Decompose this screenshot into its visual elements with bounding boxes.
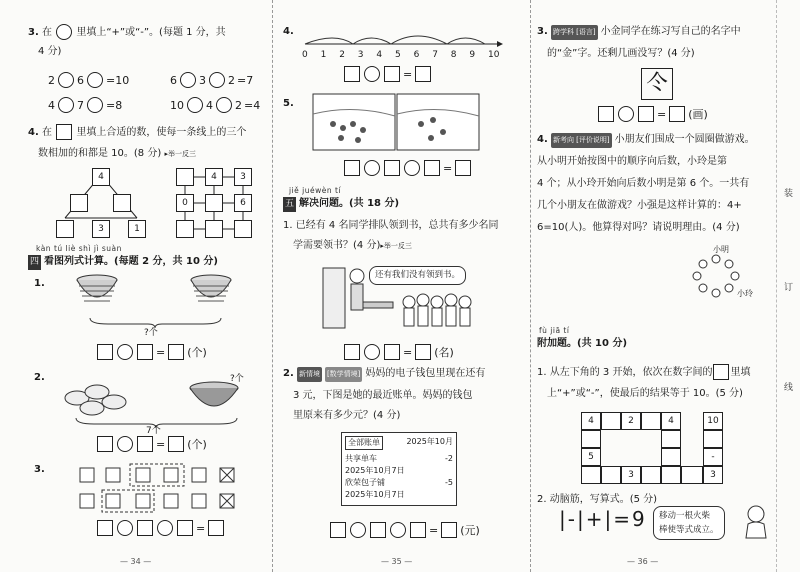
p2-number: 2. bbox=[34, 372, 45, 383]
s2-text-b: 3 元，下图是她的最近账单。妈妈的钱包 bbox=[293, 390, 473, 401]
blank-circle[interactable] bbox=[180, 72, 196, 88]
blank-square[interactable] bbox=[370, 522, 386, 538]
p2-equation: = (个) bbox=[96, 436, 207, 452]
blank-circle[interactable] bbox=[618, 106, 634, 122]
s2-equation: = (元) bbox=[329, 522, 480, 538]
e1-text-b: 里填 bbox=[730, 367, 751, 378]
path-cell: 5 bbox=[581, 448, 601, 466]
grid-cell: 3 bbox=[234, 168, 252, 186]
blank-square[interactable] bbox=[177, 520, 193, 536]
blank-square[interactable] bbox=[384, 344, 400, 360]
topic-tag: [数学情境] bbox=[325, 367, 362, 382]
page-36 bbox=[530, 0, 777, 572]
blank-circle[interactable] bbox=[350, 522, 366, 538]
unit: (元) bbox=[460, 524, 480, 537]
bill-date: 2025年10月7日 bbox=[345, 466, 405, 475]
blank-square[interactable] bbox=[415, 344, 431, 360]
q3-line1 bbox=[537, 24, 741, 40]
children-circle-picture bbox=[691, 254, 741, 298]
num: =4 bbox=[244, 98, 261, 112]
bill-date: 2025年10月7日 bbox=[345, 490, 405, 499]
s2-text-c: 里原来有多少元？(4 分) bbox=[293, 410, 401, 421]
binding-char: 订 bbox=[784, 283, 794, 293]
blank-circle[interactable] bbox=[364, 160, 380, 176]
bill-row bbox=[345, 453, 453, 465]
q4-text-b: 从小明开始按图中的顺序向后数，小玲是第 bbox=[537, 156, 727, 167]
path-cell[interactable] bbox=[641, 412, 661, 430]
grid-cell: 4 bbox=[205, 168, 223, 186]
bill-amount: -2 bbox=[445, 454, 453, 463]
bowls-stack-icon bbox=[186, 274, 236, 318]
sec4-pinyin: kàn tú liè shì jì suàn bbox=[36, 244, 122, 253]
blank-circle[interactable] bbox=[58, 72, 74, 88]
s2-text-a: 妈妈的电子钱包里现在还有 bbox=[365, 368, 486, 379]
q4-line1 bbox=[537, 132, 755, 148]
path-cell[interactable] bbox=[661, 430, 681, 448]
blank-square[interactable] bbox=[330, 522, 346, 538]
q4-number: 4. bbox=[537, 134, 548, 145]
p3-equation: = bbox=[96, 520, 225, 536]
blank-circle[interactable] bbox=[117, 344, 133, 360]
grid-cell[interactable] bbox=[205, 220, 223, 238]
path-cell[interactable] bbox=[703, 430, 723, 448]
num: 6 bbox=[170, 73, 177, 87]
path-cell[interactable] bbox=[601, 466, 621, 484]
num: =7 bbox=[237, 73, 254, 87]
num: 4 bbox=[48, 98, 55, 112]
tick-label: 3 bbox=[357, 50, 364, 60]
blank-circle[interactable] bbox=[117, 520, 133, 536]
q3-eq-1 bbox=[48, 72, 129, 88]
tick-label: 2 bbox=[339, 50, 345, 60]
blank-square[interactable] bbox=[344, 344, 360, 360]
blank-circle[interactable] bbox=[58, 97, 74, 113]
q3-text-a: 小金同学在练习写自己的名字中 bbox=[600, 26, 741, 37]
q4-text-e: 6=10(人)。他算得对吗？请说明理由。(4 分) bbox=[537, 222, 740, 233]
tri-right-mid[interactable] bbox=[113, 194, 131, 212]
blank-square[interactable] bbox=[415, 66, 431, 82]
e1-text-a: 1. 从左下角的 3 开始，依次在数字间的 bbox=[537, 367, 713, 378]
e2-text: 2. 动脑筋，写算式。(5 分) bbox=[537, 494, 658, 505]
tick-label: 5 bbox=[395, 50, 401, 60]
bill-month: 2025年10月 bbox=[406, 437, 453, 446]
q4-line2 bbox=[38, 146, 196, 162]
q4-number: 4. bbox=[28, 127, 39, 138]
blank-square[interactable] bbox=[208, 520, 224, 536]
blank-square[interactable] bbox=[97, 436, 113, 452]
q3-number: 3. bbox=[28, 27, 39, 38]
tick-label: 1 bbox=[320, 50, 327, 60]
num: 10 bbox=[170, 98, 184, 112]
path-cell[interactable] bbox=[581, 430, 601, 448]
num: 6 bbox=[77, 73, 84, 87]
q5-number: 5. bbox=[283, 98, 294, 109]
new-context-tag: 新情境 bbox=[297, 367, 322, 382]
matchstick-equation: |-|+|=9 bbox=[559, 507, 647, 531]
section-icon: 五 bbox=[283, 197, 296, 212]
num: 2 bbox=[235, 98, 242, 112]
path-cell: 3 bbox=[621, 466, 641, 484]
tick-label: 4 bbox=[376, 50, 383, 60]
q3-eq-4 bbox=[170, 97, 260, 113]
sec5-header bbox=[283, 196, 399, 212]
q4-equation: = bbox=[343, 66, 432, 82]
unit: (个) bbox=[187, 346, 207, 359]
q4-text-a: 小朋友们围成一个圆圈做游戏。 bbox=[614, 134, 755, 145]
number-line bbox=[297, 30, 507, 58]
q3-line1 bbox=[28, 24, 226, 40]
path-cell: 4 bbox=[581, 412, 601, 430]
s1-text-b: 学需要领书？(4 分) bbox=[293, 240, 381, 251]
blank-square[interactable] bbox=[638, 106, 654, 122]
blank-circle[interactable] bbox=[187, 97, 203, 113]
bill-panel bbox=[341, 432, 457, 506]
tri-bottom-right: 1 bbox=[128, 220, 146, 238]
p2-question-label: ?个 bbox=[230, 374, 244, 384]
blank-square[interactable] bbox=[344, 66, 360, 82]
blank-circle[interactable] bbox=[364, 66, 380, 82]
p1-question-label: ?个 bbox=[144, 328, 158, 338]
extra-pinyin: fù jiā tí bbox=[539, 326, 570, 335]
tick-label: 9 bbox=[469, 50, 476, 60]
blank-square[interactable] bbox=[713, 364, 729, 380]
topic-tag: 跨学科 [语言] bbox=[551, 25, 598, 40]
bill-item: 欣荣包子铺 bbox=[345, 478, 385, 487]
path-cell: 4 bbox=[661, 412, 681, 430]
p2-total-label: 7个 bbox=[146, 426, 161, 436]
tick-label: 8 bbox=[450, 50, 457, 60]
path-cell[interactable] bbox=[601, 412, 621, 430]
blank-square[interactable] bbox=[168, 344, 184, 360]
sec4-title: 看图列式计算。(每题 2 分，共 10 分) bbox=[44, 256, 218, 267]
grid-cell: 6 bbox=[234, 194, 252, 212]
q3-equation: = (画) bbox=[597, 106, 708, 122]
num: 3 bbox=[199, 73, 206, 87]
tri-bottom-left[interactable] bbox=[56, 220, 74, 238]
grid-cell[interactable] bbox=[205, 194, 223, 212]
practice-tag: ▸举一反三 bbox=[380, 242, 412, 250]
blank-square[interactable] bbox=[384, 66, 400, 82]
q4-text-a: 在 bbox=[41, 127, 52, 138]
blank-circle[interactable] bbox=[117, 436, 133, 452]
tick-label: 10 bbox=[488, 50, 500, 60]
e1-text-c: 上“+”或“-”，使最后的结果等于 10。(5 分) bbox=[547, 388, 743, 399]
label-xiaoming: 小明 bbox=[713, 245, 729, 254]
path-cell[interactable] bbox=[581, 466, 601, 484]
grid-cell[interactable] bbox=[176, 220, 194, 238]
bowls-stack-icon bbox=[72, 274, 122, 318]
num: =8 bbox=[106, 98, 123, 112]
sec4-header bbox=[28, 254, 218, 270]
num: =10 bbox=[106, 73, 130, 87]
tri-left-mid[interactable] bbox=[70, 194, 88, 212]
blank-square[interactable] bbox=[137, 436, 153, 452]
sec5-title: 解决问题。(共 18 分) bbox=[299, 198, 400, 209]
q4-line1 bbox=[28, 124, 246, 140]
tick-label: 7 bbox=[432, 50, 438, 60]
blank-circle[interactable] bbox=[209, 72, 225, 88]
q4-text-b: 里填上合适的数，使每一条线上的三个 bbox=[76, 127, 247, 138]
blank-square[interactable] bbox=[97, 344, 113, 360]
q3-score: 4 分) bbox=[38, 46, 62, 57]
num: 7 bbox=[77, 98, 84, 112]
num: 2 bbox=[228, 73, 235, 87]
tri-bottom-mid: 3 bbox=[92, 220, 110, 238]
blank-square[interactable] bbox=[137, 520, 153, 536]
q5-equation: = bbox=[343, 160, 472, 176]
blank-circle[interactable] bbox=[87, 72, 103, 88]
s1-text-a: 1. 已经有 4 名同学排队领到书，总共有多少名同 bbox=[283, 220, 499, 231]
blank-square[interactable] bbox=[344, 160, 360, 176]
tick-label: 6 bbox=[413, 50, 420, 60]
unit: (画) bbox=[688, 108, 708, 121]
blank-circle[interactable] bbox=[56, 24, 72, 40]
bill-item: 共享单车 bbox=[345, 454, 377, 463]
binding-char: 线 bbox=[784, 383, 794, 393]
page-35 bbox=[272, 0, 527, 572]
q4-text-c: 4 个；从小玲开始向后数小明是第 6 个。一共有 bbox=[537, 178, 750, 189]
q4-text-d: 几个小朋友在做游戏？小强是这样计算的：4+ bbox=[537, 200, 742, 211]
binding-margin bbox=[776, 0, 800, 572]
blank-square[interactable] bbox=[598, 106, 614, 122]
num: 4 bbox=[206, 98, 213, 112]
blank-square[interactable] bbox=[97, 520, 113, 536]
path-cell[interactable] bbox=[641, 466, 661, 484]
path-cell: 10 bbox=[703, 412, 723, 430]
s1-line2 bbox=[293, 238, 412, 254]
path-cell: 3 bbox=[703, 466, 723, 484]
q4-text-c: 数相加的和都是 10。(8 分) bbox=[38, 148, 162, 159]
blank-square[interactable] bbox=[455, 160, 471, 176]
tri-top: 4 bbox=[92, 168, 110, 186]
grid-cell: 0 bbox=[176, 194, 194, 212]
q3-number: 3. bbox=[537, 26, 548, 37]
page-number: — 34 — bbox=[120, 557, 152, 566]
path-cell[interactable] bbox=[661, 448, 681, 466]
s1-equation: = (名) bbox=[343, 344, 454, 360]
label-xiaoling: 小玲 bbox=[737, 289, 753, 298]
blank-square[interactable] bbox=[168, 436, 184, 452]
cubes-diagram bbox=[80, 466, 240, 514]
grid-cell[interactable] bbox=[176, 168, 194, 186]
q3-text-a: 在 bbox=[41, 27, 52, 38]
s2-number: 2. bbox=[283, 368, 294, 379]
hint-bubble bbox=[653, 506, 725, 540]
binding-char: 装 bbox=[784, 189, 794, 199]
q3-eq-3 bbox=[48, 97, 122, 113]
blank-square[interactable] bbox=[384, 160, 400, 176]
q3-text-b: 的“金”字。还剩几画没写？(4 分) bbox=[547, 48, 695, 59]
section-icon: 四 bbox=[28, 255, 41, 270]
bill-row bbox=[345, 477, 453, 489]
e1-line1 bbox=[537, 364, 750, 380]
page-number: — 35 — bbox=[381, 557, 413, 566]
blank-square[interactable] bbox=[56, 124, 72, 140]
blank-square[interactable] bbox=[669, 106, 685, 122]
blank-square[interactable] bbox=[137, 344, 153, 360]
speech-bubble: 还有我们没有领到书。 bbox=[369, 266, 466, 285]
tick-label: 0 bbox=[302, 50, 308, 60]
page-34 bbox=[0, 0, 268, 572]
q3-eq-2 bbox=[170, 72, 253, 88]
q4-number: 4. bbox=[283, 26, 294, 37]
extra-title: 附加题。(共 10 分) bbox=[537, 338, 628, 349]
blank-circle[interactable] bbox=[87, 97, 103, 113]
blank-circle[interactable] bbox=[216, 97, 232, 113]
practice-tag: ▸举一反三 bbox=[164, 150, 196, 158]
hint-line: 移动一根火柴 bbox=[659, 511, 711, 521]
ducks-picture bbox=[313, 94, 481, 152]
blank-square[interactable] bbox=[441, 522, 457, 538]
num: 2 bbox=[48, 73, 55, 87]
blank-circle[interactable] bbox=[364, 344, 380, 360]
p1-number: 1. bbox=[34, 278, 45, 289]
grid-cell[interactable] bbox=[234, 220, 252, 238]
girl-avatar-icon bbox=[743, 504, 769, 540]
bill-header bbox=[345, 436, 453, 450]
hint-line: 棒使等式成立。 bbox=[659, 525, 719, 535]
bill-amount: -5 bbox=[445, 478, 453, 487]
bill-dropdown[interactable]: 全部账单 bbox=[345, 436, 383, 450]
path-cell: 2 bbox=[621, 412, 641, 430]
blank-circle[interactable] bbox=[157, 520, 173, 536]
blank-circle[interactable] bbox=[390, 522, 406, 538]
unit: (名) bbox=[434, 346, 454, 359]
sec5-pinyin: jiě juéwèn tí bbox=[289, 186, 342, 195]
blank-square[interactable] bbox=[424, 160, 440, 176]
path-cell[interactable] bbox=[661, 466, 681, 484]
new-direction-tag: 新考向 [评价说明] bbox=[551, 133, 612, 148]
path-cell: - bbox=[703, 448, 723, 466]
blank-square[interactable] bbox=[410, 522, 426, 538]
page-number: — 36 — bbox=[627, 557, 659, 566]
p1-equation: = (个) bbox=[96, 344, 207, 360]
q3-text-b: 里填上“+”或“-”。(每题 1 分，共 bbox=[76, 27, 226, 38]
character-box: 仒 bbox=[641, 68, 673, 100]
p3-number: 3. bbox=[34, 464, 45, 475]
path-cell[interactable] bbox=[681, 466, 703, 484]
unit: (个) bbox=[187, 438, 207, 451]
blank-circle[interactable] bbox=[404, 160, 420, 176]
s2-line1 bbox=[283, 366, 485, 382]
dumplings-icon bbox=[62, 378, 132, 418]
